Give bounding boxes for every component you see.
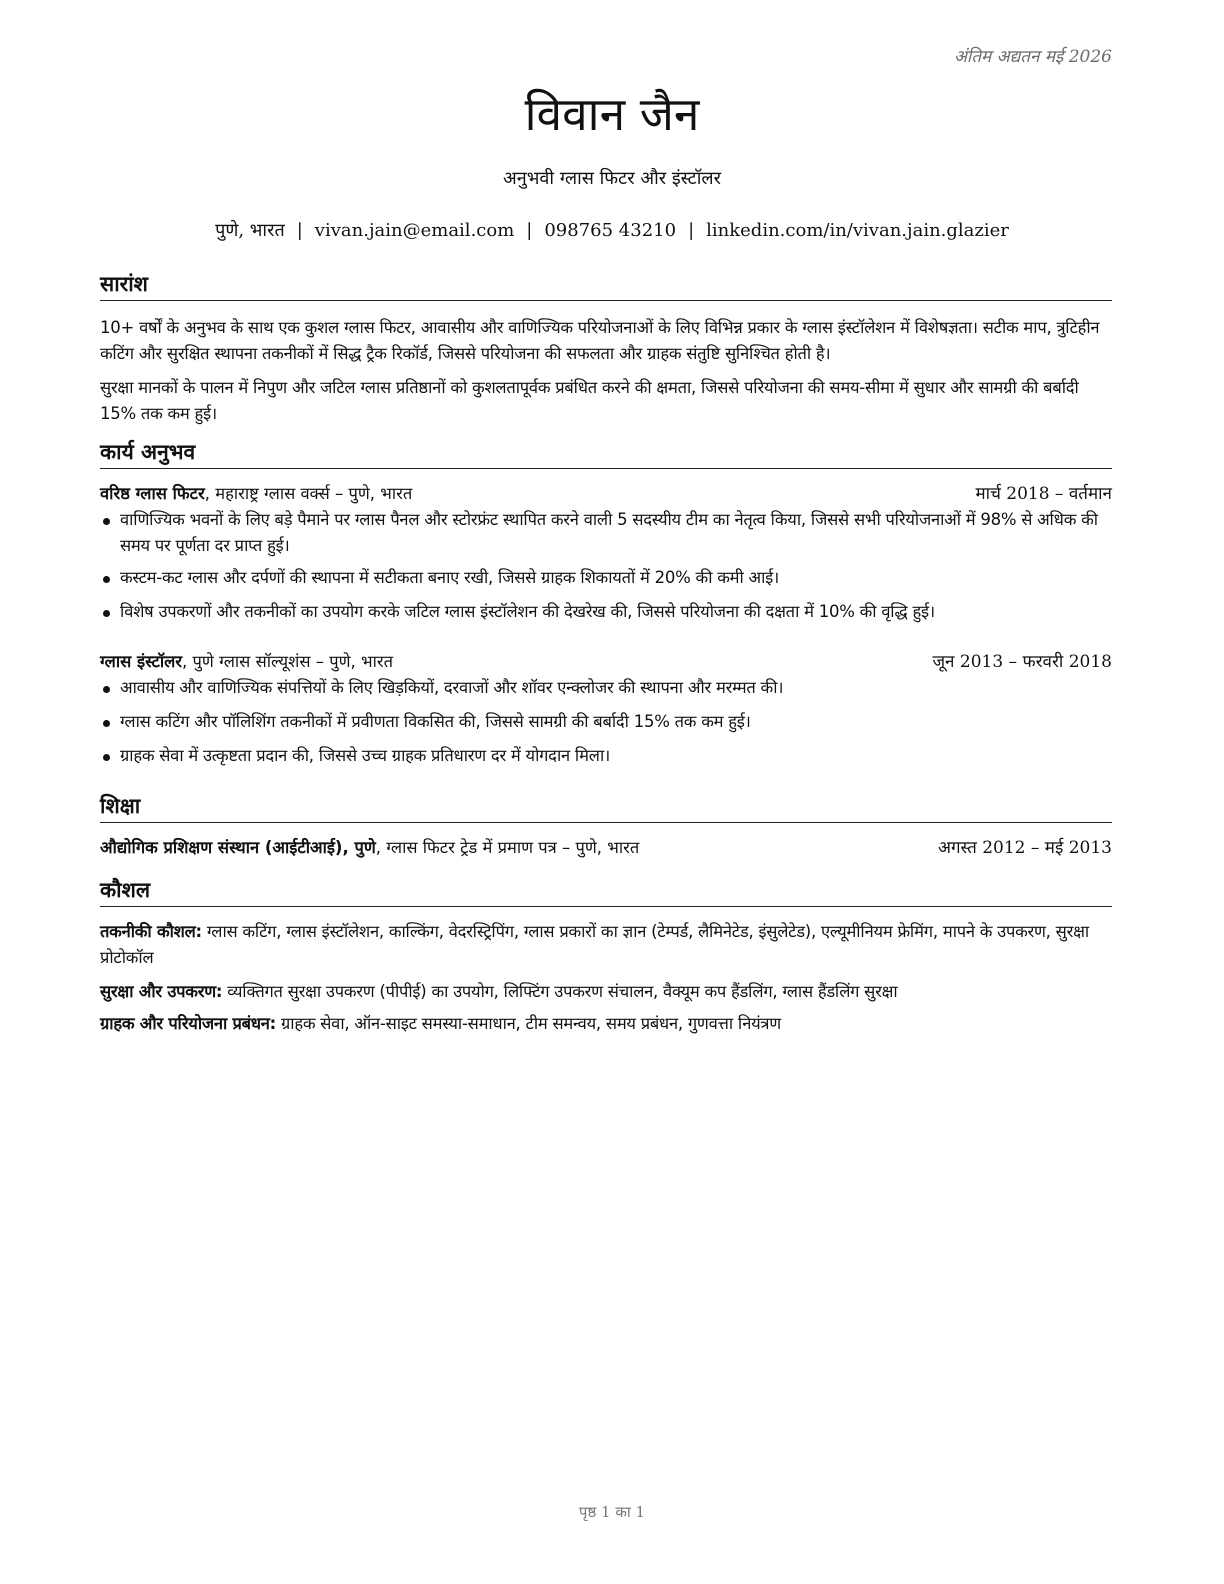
- contact-linkedin[interactable]: linkedin.com/in/vivan.jain.glazier: [706, 220, 1009, 241]
- job-bullet: ग्राहक सेवा में उत्कृष्टता प्रदान की, जिससे उच्च ग्राहक प्रतिधारण दर में योगदान मिला।: [100, 743, 1112, 769]
- job-org: , महाराष्ट्र ग्लास वर्क्स – पुणे, भारत: [204, 484, 413, 503]
- page-number: पृष्ठ 1 का 1: [578, 1503, 646, 1521]
- summary-paragraph: 10+ वर्षों के अनुभव के साथ एक कुशल ग्लास फिटर, आवासीय और वाणिज्यिक परियोजनाओं के लिए विभिन्न प्रकार के ग्लास इंस्टॉलेशन में विशेषज्ञता। सटीक माप, त्रुटिहीन कटिंग और सुरक्षित स्थापना तकनीकों में सिद्ध ट्रैक रिकॉर्ड, जिससे परियोजना की सफलता और ग्राहक संतुष्टि सुनिश्चित होती है।: [100, 318, 1100, 363]
- education-section: [100, 792, 1112, 861]
- section-heading-education: शिक्षा: [100, 792, 1112, 823]
- skill-group-text: ग्लास कटिंग, ग्लास इंस्टॉलेशन, काल्किंग, वेदरस्ट्रिपिंग, ग्लास प्रकारों का ज्ञान (टेम्पर्ड, लैमिनेटेड, इंसुलेटेड), एल्यूमीनियम फ्रेमिंग, मापने के उपकरण, सुरक्षा प्रोटोकॉल: [100, 922, 1089, 967]
- job-bullet: वाणिज्यिक भवनों के लिए बड़े पैमाने पर ग्लास पैनल और स्टोरफ्रंट स्थापित करने वाली 5 सदस्यीय टीम का नेतृत्व किया, जिससे सभी परियोजनाओं में 98% से अधिक की समय पर पूर्णता दर प्राप्त हुई।: [100, 507, 1112, 559]
- contact-separator: |: [688, 220, 695, 241]
- contact-location: पुणे, भारत: [215, 220, 285, 241]
- section-heading-skills: कौशल: [100, 876, 1112, 907]
- skill-group: [100, 979, 1112, 1005]
- job-dates: मार्च 2018 – वर्तमान: [975, 484, 1112, 504]
- job-bullets: [100, 507, 1112, 625]
- education-institution: औद्योगिक प्रशिक्षण संस्थान (आईटीआई), पुणे: [100, 838, 376, 857]
- skill-group-text: ग्राहक सेवा, ऑन-साइट समस्या-समाधान, टीम समन्वय, समय प्रबंधन, गुणवत्ता नियंत्रण: [276, 1014, 781, 1033]
- contact-line: [0, 218, 1224, 242]
- job-bullet: कस्टम-कट ग्लास और दर्पणों की स्थापना में सटीकता बनाए रखी, जिससे ग्राहक शिकायतों में 20% की कमी आई।: [100, 565, 1112, 591]
- job-dates: जून 2013 – फरवरी 2018: [932, 652, 1112, 672]
- skill-group: [100, 1011, 1112, 1037]
- experience-section: [100, 438, 1112, 769]
- candidate-title: अनुभवी ग्लास फिटर और इंस्टॉलर: [503, 168, 721, 189]
- skill-group-text: व्यक्तिगत सुरक्षा उपकरण (पीपीई) का उपयोग, लिफ्टिंग उपकरण संचालन, वैक्यूम कप हैंडलिंग, ग्लास हैंडलिंग सुरक्षा: [222, 982, 898, 1001]
- job-entry: [100, 481, 1112, 625]
- job-bullet: ग्लास कटिंग और पॉलिशिंग तकनीकों में प्रवीणता विकसित की, जिससे सामग्री की बर्बादी 15% तक कम हुई।: [100, 709, 1112, 735]
- skill-group: [100, 919, 1112, 971]
- last-updated: अंतिम अद्यतन मई 2026: [953, 47, 1112, 67]
- job-header: [100, 649, 1112, 675]
- section-heading-summary: सारांश: [100, 270, 1112, 301]
- job-entry: [100, 649, 1112, 769]
- contact-separator: |: [296, 220, 303, 241]
- summary-section: [100, 270, 1112, 427]
- candidate-name: विवान जैन: [524, 87, 700, 141]
- skills-section: [100, 876, 1112, 1037]
- job-bullets: [100, 675, 1112, 769]
- education-dates: अगस्त 2012 – मई 2013: [937, 838, 1112, 858]
- job-org: , पुणे ग्लास सॉल्यूशंस – पुणे, भारत: [182, 652, 394, 671]
- education-detail: , ग्लास फिटर ट्रेड में प्रमाण पत्र – पुणे, भारत: [375, 838, 640, 857]
- education-entry: [100, 835, 1112, 861]
- skill-group-label: सुरक्षा और उपकरण:: [100, 982, 223, 1001]
- skill-group-label: ग्राहक और परियोजना प्रबंधन:: [100, 1014, 276, 1033]
- job-bullet: आवासीय और वाणिज्यिक संपत्तियों के लिए खिड़कियों, दरवाजों और शॉवर एन्क्लोजर की स्थापना और मरम्मत की।: [100, 675, 1112, 701]
- contact-phone[interactable]: 098765 43210: [544, 220, 677, 241]
- contact-email[interactable]: vivan.jain@email.com: [314, 220, 515, 241]
- job-role: वरिष्ठ ग्लास फिटर: [100, 484, 205, 503]
- job-header: [100, 481, 1112, 507]
- job-role: ग्लास इंस्टॉलर: [100, 652, 183, 671]
- section-heading-experience: कार्य अनुभव: [100, 438, 1112, 469]
- skill-group-label: तकनीकी कौशल:: [100, 922, 202, 941]
- summary-paragraph: सुरक्षा मानकों के पालन में निपुण और जटिल ग्लास प्रतिष्ठानों को कुशलतापूर्वक प्रबंधित करने की क्षमता, जिससे परियोजना की समय-सीमा में सुधार और सामग्री की बर्बादी 15% तक कम हुई।: [100, 378, 1079, 423]
- job-bullet: विशेष उपकरणों और तकनीकों का उपयोग करके जटिल ग्लास इंस्टॉलेशन की देखरेख की, जिससे परियोजना की दक्षता में 10% की वृद्धि हुई।: [100, 599, 1112, 625]
- contact-separator: |: [526, 220, 533, 241]
